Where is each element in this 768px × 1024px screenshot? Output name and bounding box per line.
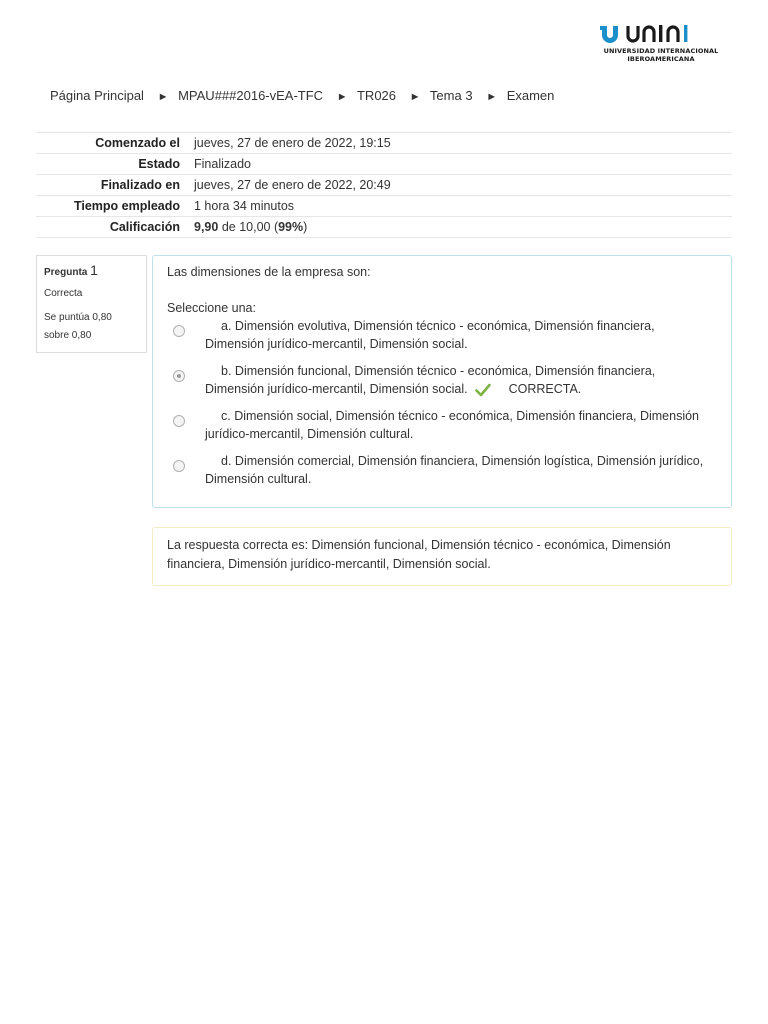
unini-logo-mark: [600, 22, 722, 44]
breadcrumb-separator-icon: ►: [336, 91, 348, 103]
answer-option-b[interactable]: [167, 362, 717, 398]
question-number: [44, 262, 139, 278]
answer-option-a[interactable]: [167, 317, 717, 353]
table-row: [36, 154, 732, 175]
breadcrumb-separator-icon: ►: [157, 91, 169, 103]
answer-letter: b.: [221, 364, 232, 378]
breadcrumb-separator-icon: ►: [486, 91, 498, 103]
question-grade: [44, 309, 139, 345]
summary-label-state: Estado: [138, 157, 180, 171]
table-row: [36, 175, 732, 196]
summary-label-started: Comenzado el: [95, 136, 180, 150]
table-row: [36, 217, 732, 238]
radio-button[interactable]: [173, 325, 185, 337]
unini-logo[interactable]: [600, 22, 722, 64]
question-state: Correcta: [44, 288, 83, 299]
breadcrumb-item-section[interactable]: TR026: [356, 88, 397, 103]
answer-text: Dimensión funcional, Dimensión técnico - económica, Dimensión financiera, Dimensión jurídico-mercantil, Dimensión social.: [205, 364, 656, 396]
table-row: [36, 133, 732, 154]
grade-percent: 99%: [278, 220, 304, 234]
table-row: [36, 196, 732, 217]
answer-text: Dimensión evolutiva, Dimensión técnico - económica, Dimensión financiera, Dimensión jurídico-mercantil, Dimensión social.: [205, 319, 655, 351]
summary-label-time: Tiempo empleado: [73, 199, 180, 213]
summary-value-state: Finalizado: [194, 157, 251, 171]
grade-end: ): [303, 220, 308, 234]
question-content: [152, 255, 732, 508]
question-info: [36, 255, 147, 353]
answer-option-d[interactable]: [167, 452, 717, 488]
logo-text-line2: IBEROAMERICANA: [627, 55, 695, 63]
question-text: Las dimensiones de la empresa son:: [167, 265, 371, 279]
summary-label-grade: Calificación: [109, 220, 180, 234]
question-label: Pregunta: [44, 267, 88, 278]
breadcrumb-item-course[interactable]: MPAU###2016-vEA-TFC: [178, 88, 324, 103]
logo-text-line1: UNIVERSIDAD INTERNACIONAL: [603, 47, 719, 55]
question-grade-line1: Se puntúa 0,80: [44, 312, 112, 323]
breadcrumb-item-exam[interactable]: Examen: [506, 88, 555, 103]
attempt-summary-table: [36, 132, 732, 238]
grade-mid: de 10,00 (: [218, 220, 279, 234]
breadcrumb-separator-icon: ►: [409, 91, 421, 103]
answer-text: Dimensión social, Dimensión técnico - económica, Dimensión financiera, Dimensión jurídico-mercantil, Dimensión cultural.: [205, 409, 700, 441]
answer-list: [167, 317, 717, 488]
answer-letter: d.: [221, 454, 232, 468]
checkmark-icon: [475, 383, 491, 397]
breadcrumb: [50, 88, 554, 103]
answer-letter: a.: [221, 319, 232, 333]
question-grade-line2: sobre 0,80: [44, 330, 92, 341]
radio-button-selected[interactable]: [173, 370, 185, 382]
summary-value-grade: [192, 217, 732, 238]
radio-button[interactable]: [173, 415, 185, 427]
grade-score: 9,90: [194, 220, 219, 234]
breadcrumb-item-home[interactable]: Página Principal: [50, 88, 144, 103]
answer-option-c[interactable]: [167, 407, 717, 443]
question-prompt: Seleccione una:: [167, 301, 256, 315]
answer-feedback: CORRECTA.: [508, 382, 582, 396]
summary-value-finished: jueves, 27 de enero de 2022, 20:49: [194, 178, 391, 192]
summary-label-finished: Finalizado en: [100, 178, 180, 192]
radio-button[interactable]: [173, 460, 185, 472]
answer-text: Dimensión comercial, Dimensión financiera, Dimensión logística, Dimensión jurídico, Dimensión cultural.: [205, 454, 704, 486]
correct-answer-feedback: La respuesta correcta es: Dimensión funcional, Dimensión técnico - económica, Dimensión financiera, Dimensión jurídico-mercantil, Dimensión social.: [152, 527, 732, 586]
breadcrumb-item-topic[interactable]: Tema 3: [429, 88, 473, 103]
summary-value-started: jueves, 27 de enero de 2022, 19:15: [194, 136, 391, 150]
question-number-value: 1: [90, 262, 98, 278]
summary-value-time: 1 hora 34 minutos: [194, 199, 295, 213]
answer-letter: c.: [221, 409, 231, 423]
